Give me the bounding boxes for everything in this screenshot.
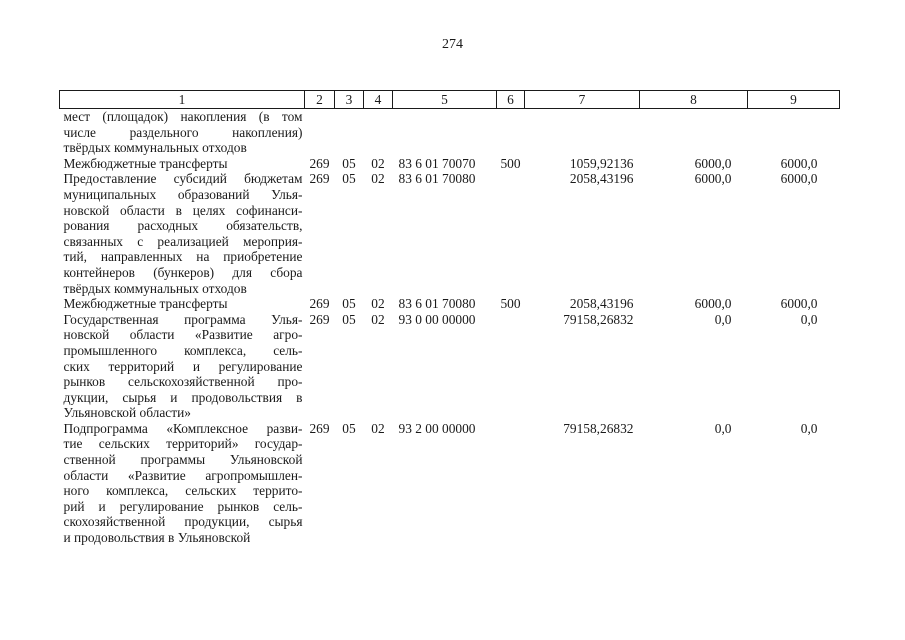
row-name-cell: [60, 109, 305, 156]
row-name-cell: [60, 421, 305, 546]
row-name-line: тие сельских территорий» государ-: [63, 436, 303, 452]
amount-col8-cell: 6000,0: [694, 155, 732, 171]
expense-type-cell: 500: [500, 155, 521, 171]
column-header-4: 4: [364, 91, 393, 109]
column-header-3: 3: [335, 91, 364, 109]
row-name-line: контейнеров (бункеров) для сбора: [63, 264, 303, 280]
ved-cell: 269: [309, 420, 330, 436]
ved-cell: 269: [309, 311, 330, 327]
target-article-cell: 93 2 00 00000: [398, 420, 476, 436]
target-article-cell: 83 6 01 70070: [398, 155, 476, 171]
section-cell: 05: [342, 311, 356, 327]
row-name-line: и продовольствия в Ульяновской: [63, 530, 251, 546]
ved-cell: [305, 109, 335, 156]
table-body: [60, 109, 840, 546]
column-header-5: 5: [393, 91, 497, 109]
target-article-cell: 83 6 01 70080: [398, 296, 476, 312]
column-header-8: 8: [640, 91, 748, 109]
ved-cell: 269: [309, 155, 330, 171]
amount-col9-cell: 0,0: [800, 420, 818, 436]
amount-col8-cell: 0,0: [714, 311, 732, 327]
section-cell: 05: [342, 296, 356, 312]
row-name-line: ного комплекса, сельских террито-: [63, 483, 303, 499]
table-row: [60, 109, 840, 156]
amount-col9-cell: [748, 109, 840, 156]
row-name-line: области «Развитие агропромышлен-: [63, 467, 303, 483]
subsection-cell: 02: [371, 311, 385, 327]
amount-col8-cell: 0,0: [714, 420, 732, 436]
table-header-row: [60, 91, 840, 109]
table-row: [60, 171, 840, 296]
table-row: [60, 156, 840, 172]
row-name-line: дукции, сырья и продовольствия в: [63, 389, 303, 405]
subsection-cell: [364, 109, 393, 156]
target-article-cell: 83 6 01 70080: [398, 171, 476, 187]
column-header-1: 1: [60, 91, 305, 109]
amount-col7-cell: 1059,92136: [569, 155, 634, 171]
row-name-line: новской области «Развитие агро-: [63, 327, 303, 343]
amount-col8-cell: 6000,0: [694, 171, 732, 187]
subsection-cell: 02: [371, 296, 385, 312]
row-name-line: мест (площадок) накопления (в том: [63, 109, 303, 124]
section-cell: 05: [342, 420, 356, 436]
expense-type-cell: [497, 312, 525, 421]
column-header-6: 6: [497, 91, 525, 109]
amount-col9-cell: 6000,0: [780, 296, 818, 312]
table-row: [60, 312, 840, 421]
column-header-7: 7: [525, 91, 640, 109]
row-name-line: Государственная программа Улья-: [63, 311, 303, 327]
row-name-line: рынков сельскохозяйственной про-: [63, 374, 303, 390]
row-name-line: Межбюджетные трансферты: [63, 296, 228, 312]
row-name-line: промышленного комплекса, сель-: [63, 342, 303, 358]
section-cell: 05: [342, 171, 356, 187]
budget-table: [59, 90, 840, 546]
row-name-line: ских территорий и регулирование: [63, 358, 303, 374]
row-name-line: Предоставление субсидий бюджетам: [63, 171, 303, 187]
section-cell: 05: [342, 155, 356, 171]
row-name-line: новской области в целях софинанси-: [63, 202, 303, 218]
section-cell: [335, 109, 364, 156]
amount-col8-cell: [640, 109, 748, 156]
row-name-line: Межбюджетные трансферты: [63, 155, 228, 171]
amount-col7-cell: [525, 109, 640, 156]
amount-col9-cell: 6000,0: [780, 155, 818, 171]
row-name-cell: [60, 156, 305, 172]
row-name-line: рий и регулирование рынков сель-: [63, 498, 303, 514]
row-name-line: твёрдых коммунальных отходов: [63, 280, 247, 296]
row-name-line: связанных с реализацией мероприя-: [63, 233, 303, 249]
row-name-line: ственной программы Ульяновской: [63, 452, 303, 468]
amount-col9-cell: 0,0: [800, 311, 818, 327]
row-name-line: муниципальных образований Улья-: [63, 186, 303, 202]
expense-type-cell: 500: [500, 296, 521, 312]
row-name-line: рования расходных обязательств,: [63, 218, 303, 234]
row-name-line: числе раздельного накопления): [63, 124, 303, 140]
row-name-cell: [60, 296, 305, 312]
row-name-line: Ульяновской области»: [63, 405, 191, 421]
column-header-9: 9: [748, 91, 840, 109]
row-name-line: тий, направленных на приобретение: [63, 249, 303, 265]
expense-type-cell: [497, 109, 525, 156]
row-name-cell: [60, 171, 305, 296]
row-name-line: скохозяйственной продукции, сырья: [63, 514, 303, 530]
page-number: 274: [442, 37, 463, 52]
row-name-cell: [60, 312, 305, 421]
target-article-cell: [393, 109, 497, 156]
subsection-cell: 02: [371, 155, 385, 171]
table-row: [60, 296, 840, 312]
row-name-line: Подпрограмма «Комплексное разви-: [63, 420, 303, 436]
ved-cell: 269: [309, 296, 330, 312]
expense-type-cell: [497, 421, 525, 546]
subsection-cell: 02: [371, 171, 385, 187]
column-header-2: 2: [305, 91, 335, 109]
target-article-cell: 93 0 00 00000: [398, 311, 476, 327]
amount-col7-cell: 79158,26832: [563, 420, 634, 436]
amount-col7-cell: 79158,26832: [563, 311, 634, 327]
row-name-line: твёрдых коммунальных отходов: [63, 140, 247, 156]
amount-col8-cell: 6000,0: [694, 296, 732, 312]
amount-col7-cell: 2058,43196: [569, 296, 634, 312]
table-row: [60, 421, 840, 546]
amount-col9-cell: 6000,0: [780, 171, 818, 187]
expense-type-cell: [497, 171, 525, 296]
amount-col7-cell: 2058,43196: [569, 171, 634, 187]
subsection-cell: 02: [371, 420, 385, 436]
ved-cell: 269: [309, 171, 330, 187]
